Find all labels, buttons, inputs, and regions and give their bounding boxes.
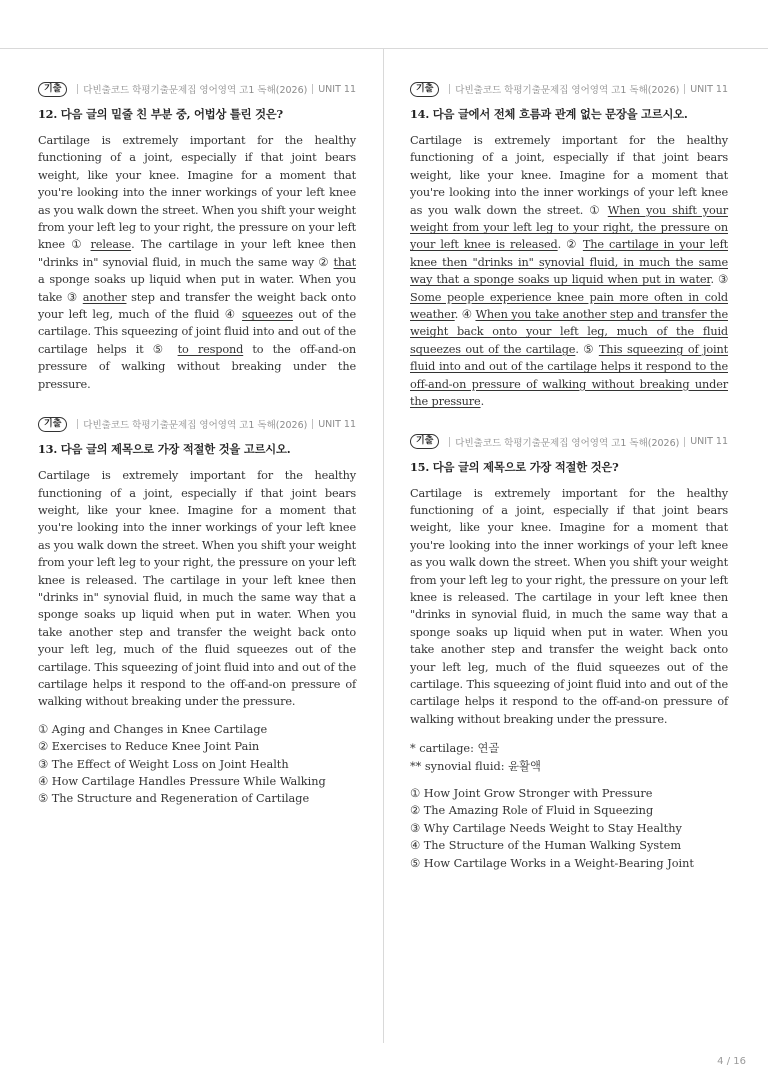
passage-text: . ② bbox=[557, 238, 583, 252]
underlined-phrase: that bbox=[333, 255, 356, 269]
choice-4[interactable]: ④ The Structure of the Human Walking System bbox=[410, 839, 682, 853]
passage-text: step and transfer the weight back onto your left leg, much of the fluid ④ bbox=[38, 290, 356, 322]
source-text: 다빈출코드 학평기출문제집 영어영역 고1 독해(2026) bbox=[83, 85, 308, 96]
question-source-line bbox=[38, 80, 356, 98]
choice-1[interactable]: ① How Joint Grow Stronger with Pressure bbox=[410, 787, 653, 800]
question-source-line bbox=[410, 433, 728, 451]
question-title: 12. 다음 글의 밑줄 친 부분 중, 어법상 틀린 것은? bbox=[38, 107, 283, 121]
passage-text: out of the cartilage. This squeezing of joint fluid into and out of the cartilage helps it ⑤ bbox=[38, 308, 356, 356]
left-column bbox=[38, 80, 356, 830]
divider bbox=[684, 437, 685, 447]
unit-label: UNIT 11 bbox=[318, 418, 356, 430]
passage bbox=[410, 132, 728, 411]
passage-text: . The cartilage in your left knee then "drinks in" synovial fluid, in much the same way ② bbox=[38, 238, 356, 269]
question-15 bbox=[410, 433, 728, 873]
passage-text: . bbox=[480, 395, 485, 409]
underlined-phrase: Some people experience knee pain more often in cold weather bbox=[410, 290, 728, 322]
underlined-phrase: release bbox=[90, 238, 132, 252]
underlined-phrase: When you shift your weight from your left leg to your right, the pressure on your left knee is released bbox=[410, 203, 728, 252]
choice-3[interactable]: ③ Why Cartilage Needs Weight to Stay Healthy bbox=[410, 821, 682, 835]
source-text: 다빈출코드 학평기출문제집 영어영역 고1 독해(2026) bbox=[455, 437, 680, 449]
footnote-cartilage: * cartilage: 연골 bbox=[410, 742, 500, 756]
passage-text: to the off-and-on pressure of walking without breaking under the pressure. bbox=[38, 342, 357, 391]
source-badge: 기출 bbox=[38, 82, 67, 97]
divider bbox=[449, 437, 450, 447]
question-title: 15. 다음 글의 제목으로 가장 적절한 것은? bbox=[410, 459, 619, 474]
underlined-phrase: This squeezing of joint fluid into and out of the cartilage helps it respond to the off-and-on pressure of walking without breaking under the pressure bbox=[410, 342, 729, 409]
underlined-phrase: to respond bbox=[177, 342, 244, 356]
question-13 bbox=[38, 415, 356, 808]
passage bbox=[38, 467, 356, 711]
source-text: 다빈출코드 학평기출문제집 영어영역 고1 독해(2026) bbox=[455, 85, 680, 96]
page-number: 4 / 16 bbox=[717, 1056, 746, 1067]
choice-4[interactable]: ④ How Cartilage Handles Pressure While Walking bbox=[38, 775, 326, 788]
choice-5[interactable]: ⑤ How Cartilage Works in a Weight-Bearing Joint bbox=[410, 856, 694, 870]
underlined-phrase: The cartilage in your left knee then "drinks in" synovial fluid, in much the same way that a sponge soaks up liquid when put in water bbox=[410, 238, 728, 287]
source-badge: 기출 bbox=[410, 82, 439, 97]
source-text: 다빈출코드 학평기출문제집 영어영역 고1 독해(2026) bbox=[83, 420, 308, 432]
underlined-phrase: squeezes bbox=[242, 308, 293, 322]
header-rule bbox=[0, 48, 768, 49]
column-divider bbox=[383, 48, 384, 1043]
passage bbox=[38, 132, 356, 393]
right-column bbox=[410, 80, 728, 894]
choice-1[interactable]: ① Aging and Changes in Knee Cartilage bbox=[38, 722, 268, 736]
passage-text: a sponge soaks up liquid when put in water. When you take ③ bbox=[38, 273, 356, 304]
question-title: 13. 다음 글의 제목으로 가장 적절한 것을 고르시오. bbox=[38, 442, 291, 457]
divider bbox=[684, 84, 685, 94]
divider bbox=[77, 84, 78, 94]
unit-label: UNIT 11 bbox=[318, 83, 356, 95]
choice-2[interactable]: ② The Amazing Role of Fluid in Squeezing bbox=[410, 804, 654, 818]
answer-choices bbox=[38, 721, 356, 808]
divider bbox=[312, 419, 313, 429]
passage-text: . ③ bbox=[710, 273, 728, 287]
choice-2[interactable]: ② Exercises to Reduce Knee Joint Pain bbox=[38, 740, 260, 754]
underlined-phrase: When you take another step and transfer the weight back onto your left leg, much of the fluid squeezes out of the cartilage bbox=[410, 308, 728, 356]
passage bbox=[410, 485, 728, 729]
question-source-line bbox=[38, 415, 356, 433]
choice-5[interactable]: ⑤ The Structure and Regeneration of Cartilage bbox=[38, 792, 310, 806]
divider bbox=[77, 419, 78, 429]
question-14 bbox=[410, 80, 728, 411]
passage-text: Cartilage is extremely important for the healthy functioning of a joint, especially if that joint bears weight, like your knee. Imagine for a moment that you're looking into the inner workings of your left knee as you walk down the street. ① bbox=[410, 134, 728, 217]
underlined-phrase: another bbox=[82, 290, 127, 304]
question-title: 14. 다음 글에서 전체 흐름과 관계 없는 문장을 고르시오. bbox=[410, 107, 688, 121]
divider bbox=[449, 84, 450, 94]
unit-label: UNIT 11 bbox=[690, 83, 728, 95]
unit-label: UNIT 11 bbox=[690, 436, 728, 447]
passage-text: . ④ bbox=[454, 308, 476, 322]
answer-choices bbox=[410, 785, 728, 872]
footnotes bbox=[410, 740, 728, 775]
passage-text: Cartilage is extremely important for the healthy functioning of a joint, especially if that joint bears weight, like your knee. Imagine for a moment that you're looking into the inner workings of your left knee as you walk down the street. When you shift your weight from your left leg to your right, the pressure on your left knee ① bbox=[38, 134, 356, 252]
choice-3[interactable]: ③ The Effect of Weight Loss on Joint Health bbox=[38, 757, 289, 771]
source-badge: 기출 bbox=[410, 434, 439, 449]
source-badge: 기출 bbox=[38, 417, 67, 432]
question-12 bbox=[38, 80, 356, 393]
passage-text: . ⑤ bbox=[575, 342, 599, 356]
divider bbox=[312, 84, 313, 94]
passage-text: Cartilage is extremely important for the healthy functioning of a joint, especially if that joint bears weight, like your knee. Imagine for a moment that you're looking into the inner workings of your left knee as you walk down the street. When you shift your weight from your left leg to your right, the pressure on your left knee is released. The cartilage in your left knee then "drinks in synovial fluid, in much the same way that a sponge soaks up liquid when put in water. When you take another step and transfer the weight back onto your left leg, much of the fluid squeezes out of the cartilage. This squeezing of joint fluid into and out of the cartilage helps it respond to the off-and-on pressure of walking without breaking under the pressure. bbox=[410, 486, 728, 726]
footnote-synovial-fluid: ** synovial fluid: 윤활액 bbox=[410, 759, 541, 773]
passage-text: Cartilage is extremely important for the healthy functioning of a joint, especially if that joint bears weight, like your knee. Imagine for a moment that you're looking into the inner workings of your left knee as you walk down the street. When you shift your weight from your left leg to your right, the pressure on your left knee is released. The cartilage in your left knee then "drinks in" synovial fluid, in much the same way that a sponge soaks up liquid when put in water. When you take another step and transfer the weight back onto your left leg, much of the fluid squeezes out of the cartilage. This squeezing of joint fluid into and out of the cartilage helps it respond to the off-and-on pressure of walking without breaking under the pressure. bbox=[38, 469, 356, 709]
question-source-line bbox=[410, 80, 728, 98]
